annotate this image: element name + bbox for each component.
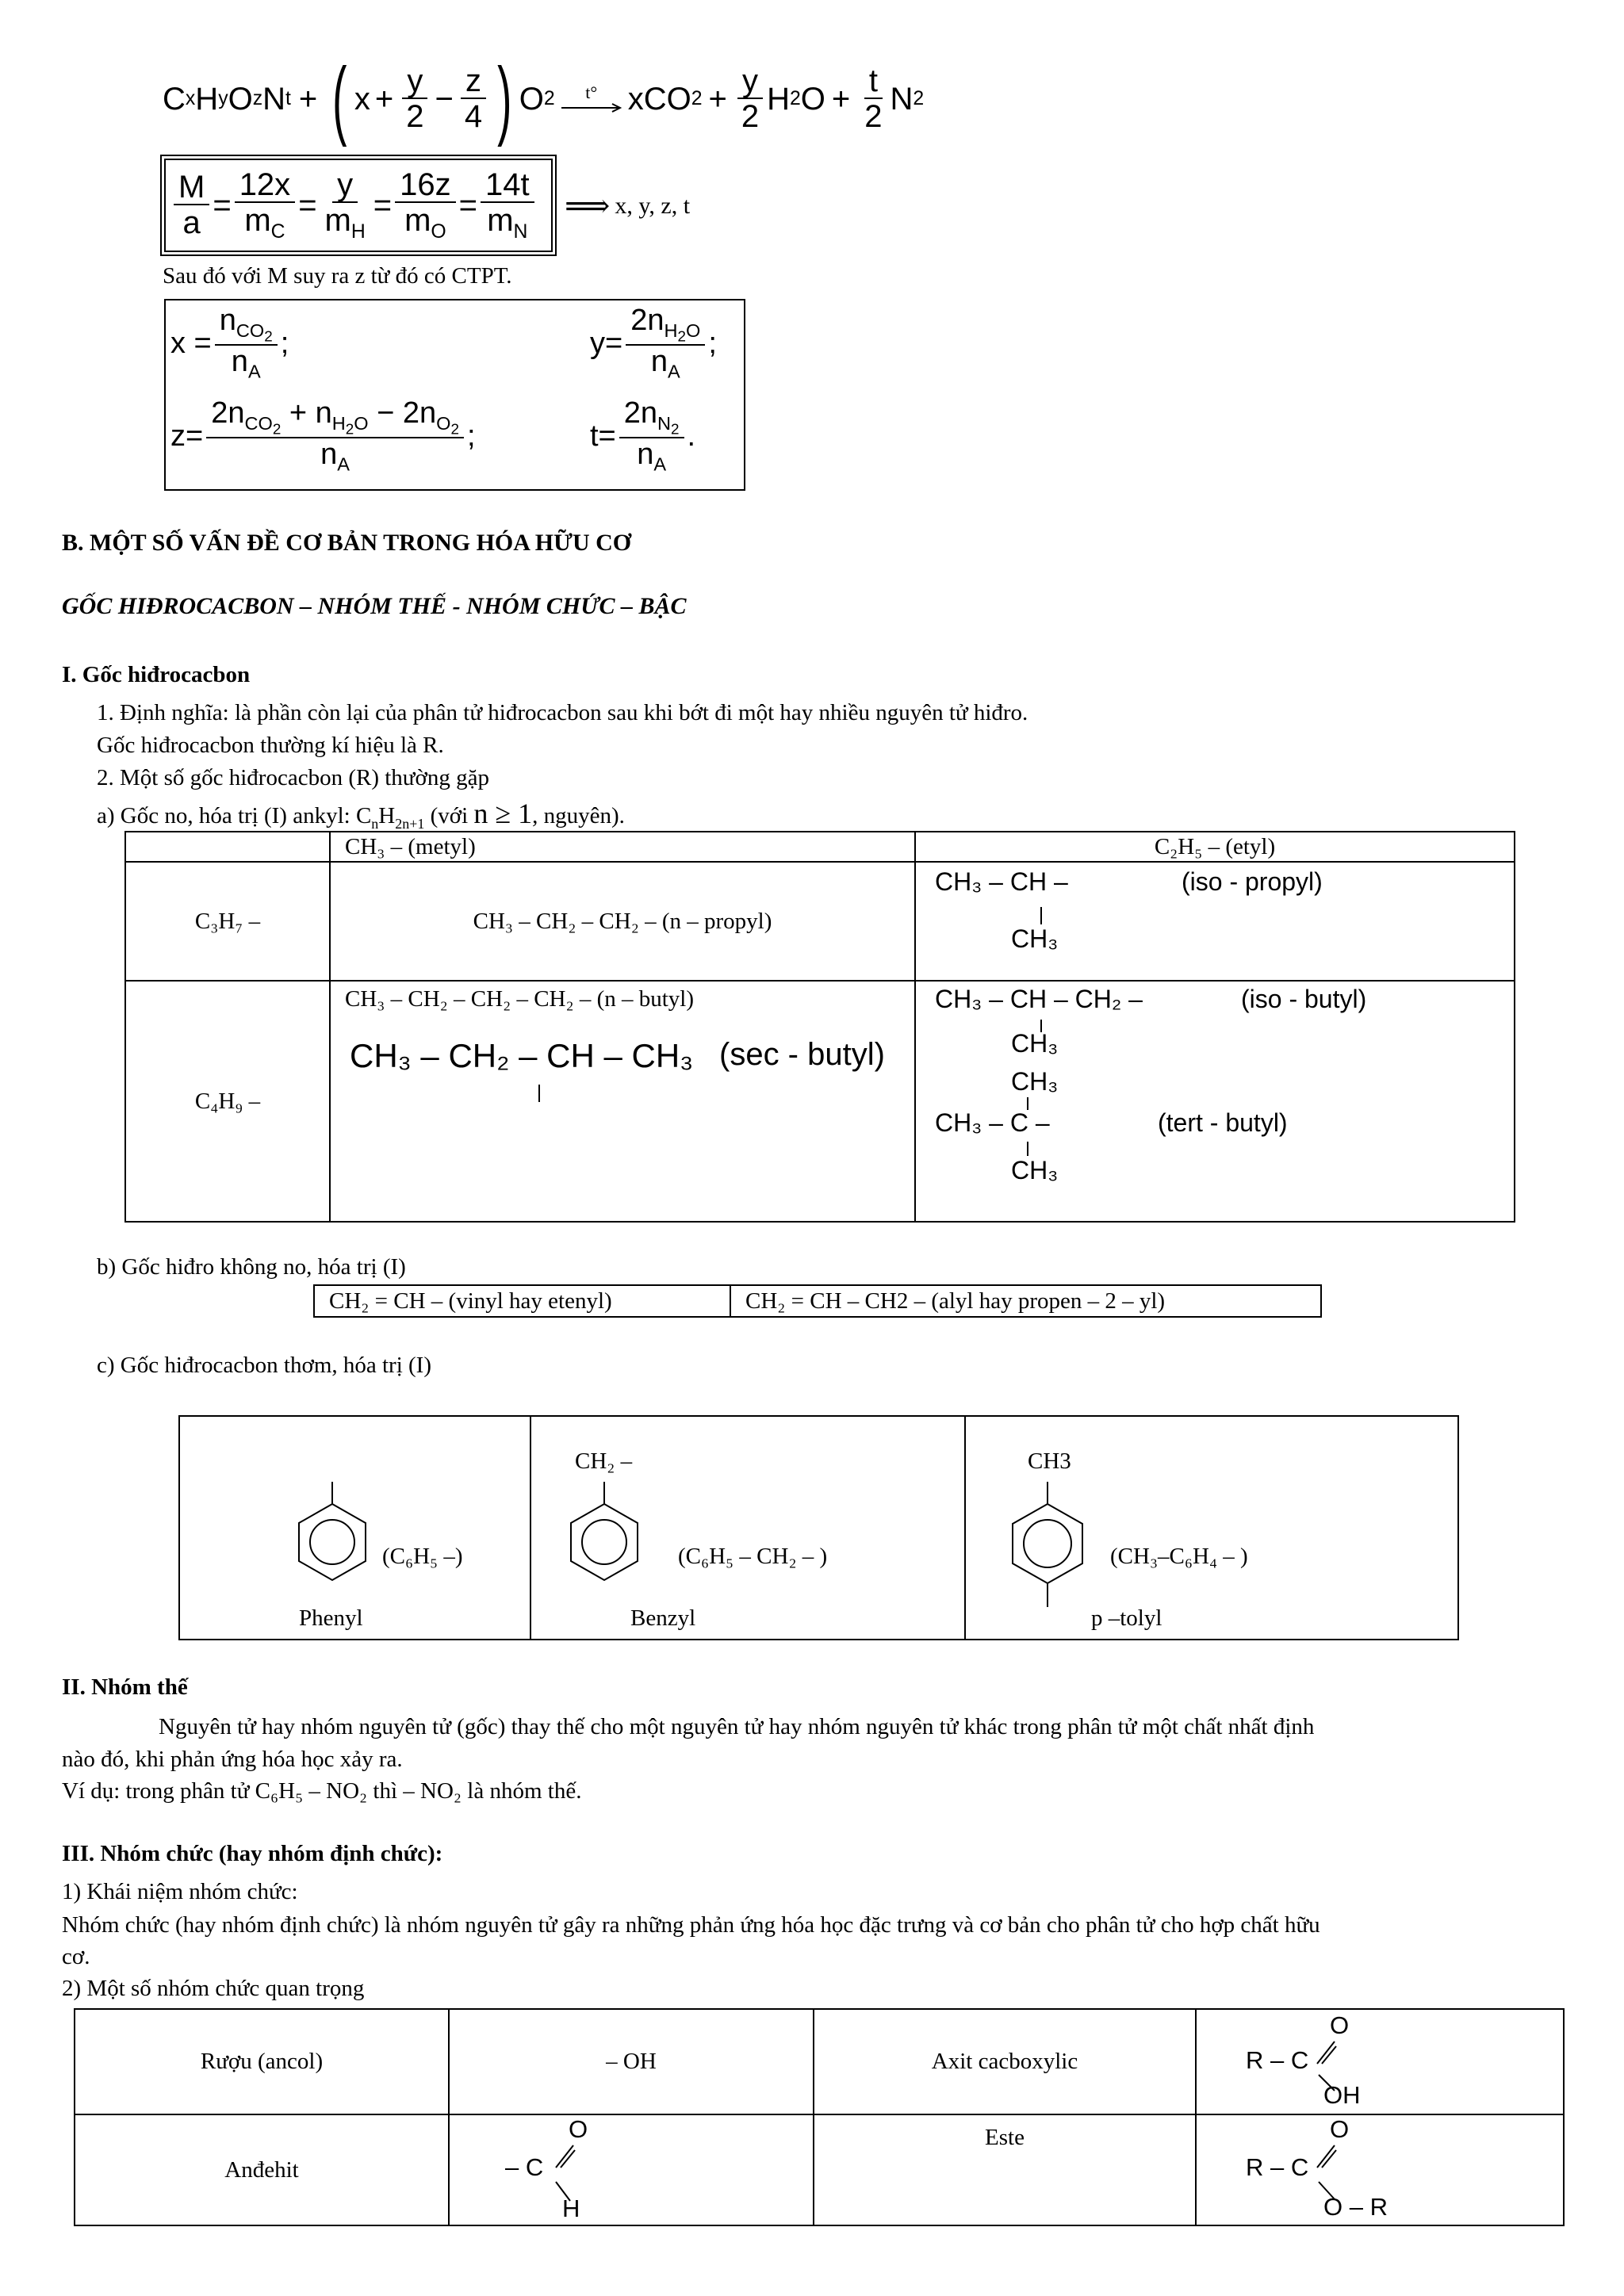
section-1-common: 2. Một số gốc hiđrocacbon (R) thường gặp	[97, 765, 489, 790]
section-2-heading: II. Nhóm thế	[62, 1674, 188, 1700]
cell-c3h7: C₃H₇ –	[125, 862, 330, 981]
cell-etyl: C₂H₅ – (etyl)	[915, 832, 1515, 862]
section-1-symbol: Gốc hiđrocacbon thường kí hiệu là R.	[97, 733, 444, 758]
section-3-heading: III. Nhóm chức (hay nhóm định chức):	[62, 1841, 443, 1866]
cell-iso-propyl: CH₃ – CH – (iso - propyl) CH₃	[915, 862, 1515, 981]
formula-z: z= $\frac{2n_{CO_2} + n_{H_2O} - 2n_{O_2}}{n_A}$ ;	[170, 396, 476, 475]
fraction-y-2: $\frac{y}{2}$	[401, 64, 428, 134]
section-1-heading: I. Gốc hiđrocacbon	[62, 662, 251, 687]
functional-group-table	[74, 2008, 1565, 2226]
cell-aldehyde: Anđehit	[75, 2114, 449, 2225]
close-paren: )	[497, 50, 512, 147]
formula-t: t= $\frac{2n_{N_2}}{n_A}$ .	[590, 396, 696, 475]
aromatic-table	[178, 1415, 1459, 1640]
cell-alcohol: Rượu (ancol)	[75, 2009, 449, 2114]
cell-iso-tert-butyl: CH₃ – CH – CH₂ – (iso - butyl) CH₃ CH₃ CH₃ – C – (tert - butyl) CH₃	[915, 981, 1515, 1222]
benzene-ring-tolyl-icon	[1004, 1480, 1091, 1615]
cell-allyl: CH₂ = CH – CH2 – (alyl hay propen – 2 – yl)	[730, 1285, 1321, 1317]
benzene-ring-benzyl-icon	[565, 1480, 644, 1583]
ratio-h: $\frac{y}{m_H}$	[324, 166, 366, 243]
combustion-equation: C x H y O z N t + ( x + $\frac{y}{2}$ − $\frac{z}{4}$ ) O 2 t° xCO 2 + $\frac{y}{2}$ H 2 O + $\frac{t}{2}$ N 2	[163, 50, 925, 147]
section-2-example: Ví dụ: trong phân tử C₆H₅ – NO₂ thì – NO₂ là nhóm thế.	[62, 1778, 582, 1804]
implies-arrow-icon: ⟹	[565, 188, 611, 224]
fraction-t-2: $\frac{t}{2}$	[864, 63, 883, 134]
section-2-body: Nguyên tử hay nhóm nguyên tử (gốc) thay thế cho một nguyên tử hay nhóm nguyên tử khác trong phân tử một chất nhất định	[159, 1714, 1315, 1739]
cell-phenyl: (C₆H₅ –) Phenyl	[179, 1416, 530, 1640]
ratio-c: $\frac{12x}{m_C}$	[235, 168, 296, 243]
section-3-def: Nhóm chức (hay nhóm định chức) là nhóm nguyên tử gây ra những phản ứng hóa học đặc trưng và cơ bản cho phân tử cho hợp chất hữu	[62, 1912, 1320, 1938]
fraction-y-2-rhs: $\frac{y}{2}$	[737, 64, 764, 134]
cell-c4h9: C₄H₉ –	[125, 981, 330, 1222]
cell-ester-structure: O R – C O – R	[1196, 2114, 1564, 2225]
after-ratio-text: Sau đó với M suy ra z từ đó có CTPT.	[163, 263, 512, 289]
cell-metyl: CH₃ – (metyl)	[330, 832, 915, 862]
cell-ester: Este	[814, 2114, 1196, 2225]
section-1-a: a) Gốc no, hóa trị (I) ankyl: $C_nH_{2n+1}$ (với n ≥ 1, nguyên).	[97, 798, 625, 832]
arrow-right-icon	[560, 101, 623, 114]
ratio-box: $\frac{M}{a}$ = $\frac{12x}{m_C}$ = $\frac{y}{m_H}$ = $\frac{16z}{m_O}$ = $\frac{14t}{m_N}$	[164, 159, 553, 252]
cell-butyl: CH₃ – CH₂ – CH₂ – CH₂ – (n – butyl) CH₃ – CH₂ – CH – CH₃ (sec - butyl)	[330, 981, 915, 1222]
fraction-z-4: $\frac{z}{4}$	[460, 64, 487, 134]
section-2-body2: nào đó, khi phản ứng hóa học xảy ra.	[62, 1747, 403, 1772]
reaction-arrow: t°	[560, 84, 623, 114]
section-b-title: B. MỘT SỐ VẤN ĐỀ CƠ BẢN TRONG HÓA HỮU CƠ	[62, 530, 632, 556]
formula-y: y= $\frac{2n_{H_2O}}{n_A}$ ;	[590, 304, 717, 382]
cell-oh: – OH	[449, 2009, 814, 2114]
ratio-m-a: $\frac{M}{a}$	[174, 170, 209, 240]
ratio-o: $\frac{16z}{m_O}$	[395, 168, 456, 243]
cell-acid: Axit cacboxylic	[814, 2009, 1196, 2114]
cell-vinyl: CH₂ = CH – (vinyl hay etenyl)	[314, 1285, 730, 1317]
alkyl-table	[124, 831, 1515, 1223]
section-3-def2: cơ.	[62, 1944, 90, 1969]
section-3-concept: 1) Khái niệm nhóm chức:	[62, 1879, 298, 1904]
section-3-important: 2) Một số nhóm chức quan trọng	[62, 1976, 365, 2001]
benzene-ring-phenyl-icon	[293, 1480, 372, 1583]
ratio-result: ⟹ x, y, z, t	[565, 188, 691, 224]
open-paren: (	[332, 50, 347, 147]
unsaturated-table	[313, 1284, 1322, 1318]
cell-aldehyde-structure: O – C H	[449, 2114, 814, 2225]
cell-tolyl: CH3 (CH₃–C₆H₄ – ) p –tolyl	[965, 1416, 1458, 1640]
cell-n-propyl: CH₃ – CH₂ – CH₂ – (n – propyl)	[330, 862, 915, 981]
cell-benzyl: CH₂ – (C₆H₅ – CH₂ – ) Benzyl	[530, 1416, 965, 1640]
cell-acid-structure: O R – C OH	[1196, 2009, 1564, 2114]
formula-box	[164, 299, 745, 491]
section-1-def: 1. Định nghĩa: là phần còn lại của phân tử hiđrocacbon sau khi bớt đi một hay nhiều nguyên tử hiđro.	[97, 700, 1028, 725]
ratio-n: $\frac{14t}{m_N}$	[481, 168, 534, 243]
section-b2-label: b) Gốc hiđro không no, hóa trị (I)	[97, 1254, 406, 1280]
section-c-label: c) Gốc hiđrocacbon thơm, hóa trị (I)	[97, 1353, 431, 1378]
formula-x: x = $\frac{n_{CO_2}}{n_A}$ ;	[170, 304, 289, 382]
section-b-subtitle: GỐC HIĐROCACBON – NHÓM THẾ - NHÓM CHỨC – BẬC	[62, 593, 687, 619]
